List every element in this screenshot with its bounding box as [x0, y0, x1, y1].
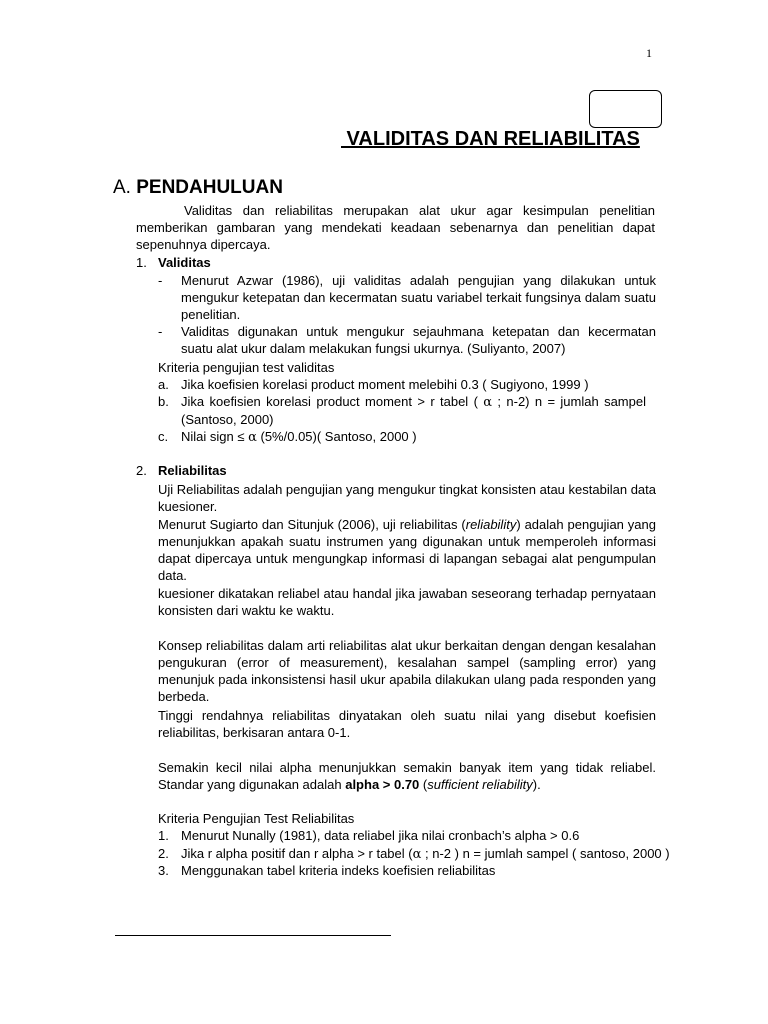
reliabilitas-paragraph-1: Uji Reliabilitas adalah pengujian yang mengukur tingkat konsisten atau kestabilan data kuesioner. — [158, 482, 656, 514]
section-title: PENDAHULUAN — [136, 177, 283, 198]
validitas-title: Validitas — [158, 255, 211, 270]
criteria-text: Jika koefisien korelasi product moment > r tabel ( α ; n-2) n = jumlah sampel (Santoso, 2000) — [181, 394, 646, 427]
list-number: 2. — [136, 463, 147, 478]
label-box — [589, 90, 662, 128]
alpha-symbol: α — [248, 430, 257, 445]
validitas-criteria-label: Kriteria pengujian test validitas — [158, 360, 335, 375]
bullet-text: Validitas digunakan untuk mengukur sejauhmana ketepatan dan kecermatan suatu alat ukur dalam melakukan fungsi ukurnya. (Suliyanto, 2007) — [181, 324, 656, 356]
alpha-symbol: α — [483, 395, 493, 410]
criteria-item: c. Nilai sign ≤ α (5%/0.05)( Santoso, 2000 ) — [158, 428, 656, 446]
reliabilitas-criteria-label: Kriteria Pengujian Test Reliabilitas — [158, 811, 355, 826]
criteria-text: Nilai sign ≤ α (5%/0.05)( Santoso, 2000 ) — [181, 429, 417, 445]
criteria-text: Jika r alpha positif dan r alpha > r tabel (α ; n-2 ) n = jumlah sampel ( santoso, 2000 ) — [181, 846, 670, 862]
reliabilitas-paragraph-2: Menurut Sugiarto dan Situnjuk (2006), uji reliabilitas (reliability) adalah pengujian yang menunjukkan apakah suatu instrumen yang digunakan untuk memperoleh informasi dapat dipercaya untuk mengungkap informasi di lapangan sebagai alat pengumpulan data. — [158, 517, 656, 583]
document-title: VALIDITAS DAN RELIABILITAS — [341, 128, 640, 150]
section-heading — [113, 177, 283, 199]
criteria-item: 2. Jika r alpha positif dan r alpha > r tabel (α ; n-2 ) n = jumlah sampel ( santoso, 2000 ) — [158, 846, 670, 862]
reliabilitas-paragraph-3: kuesioner dikatakan reliabel atau handal jika jawaban seseorang terhadap pernyataan konsisten dari waktu ke waktu. — [158, 586, 656, 618]
page-number: 1 — [646, 46, 652, 60]
criteria-text: Menggunakan tabel kriteria indeks koefisien reliabilitas — [181, 863, 496, 878]
list-number: 1. — [136, 255, 147, 270]
criteria-item: a. Jika koefisien korelasi product moment melebihi 0.3 ( Sugiyono, 1999 ) — [158, 376, 656, 393]
reliabilitas-paragraph-4: Konsep reliabilitas dalam arti reliabilitas alat ukur berkaitan dengan dengan kesalahan pengukuran (error of measurement), kesalahan sampel (sampling error) yang menunjuk pada inkonsistensi hasil ukur apabila dilakukan ulang pada responden yang berbeda. — [158, 638, 656, 704]
reliabilitas-title: Reliabilitas — [158, 463, 227, 478]
criteria-text: Menurut Nunally (1981), data reliabel jika nilai cronbach’s alpha > 0.6 — [181, 828, 580, 843]
criteria-text: Jika koefisien korelasi product moment melebihi 0.3 ( Sugiyono, 1999 ) — [181, 377, 589, 392]
section-letter: A. — [113, 177, 131, 198]
alpha-symbol: α — [412, 847, 422, 862]
criteria-item: b. Jika koefisien korelasi product moment > r tabel ( α ; n-2) n = jumlah sampel (Santoso, 2000) — [158, 394, 646, 427]
footnote-separator — [115, 935, 391, 936]
reliabilitas-paragraph-5: Tinggi rendahnya reliabilitas dinyatakan oleh suatu nilai yang disebut koefisien reliabilitas, berkisaran antara 0-1. — [158, 708, 656, 740]
criteria-item: 3. Menggunakan tabel kriteria indeks koefisien reliabilitas — [158, 862, 656, 879]
bullet-text: Menurut Azwar (1986), uji validitas adalah pengujian yang dilakukan untuk mengukur ketepatan dan kecermatan suatu variabel terkait fungsinya dalam suatu penelitian. — [181, 273, 656, 322]
criteria-item: 1. Menurut Nunally (1981), data reliabel jika nilai cronbach’s alpha > 0.6 — [158, 827, 656, 844]
validitas-bullet: - Menurut Azwar (1986), uji validitas adalah pengujian yang dilakukan untuk mengukur ketepatan dan kecermatan suatu variabel terkait fungsinya dalam suatu penelitian. — [158, 273, 656, 322]
reliabilitas-paragraph-6: Semakin kecil nilai alpha menunjukkan semakin banyak item yang tidak reliabel. Standar yang digunakan adalah alpha > 0.70 (sufficient reliability). — [158, 760, 656, 792]
validitas-bullet: - Validitas digunakan untuk mengukur sejauhmana ketepatan dan kecermatan suatu alat ukur dalam melakukan fungsi ukurnya. (Suliyanto, 2007) — [158, 324, 656, 356]
intro-paragraph: Validitas dan reliabilitas merupakan alat ukur agar kesimpulan penelitian memberikan gambaran yang mendekati keadaan sebenarnya dan penelitian dapat sepenuhnya dipercaya. — [136, 203, 655, 252]
